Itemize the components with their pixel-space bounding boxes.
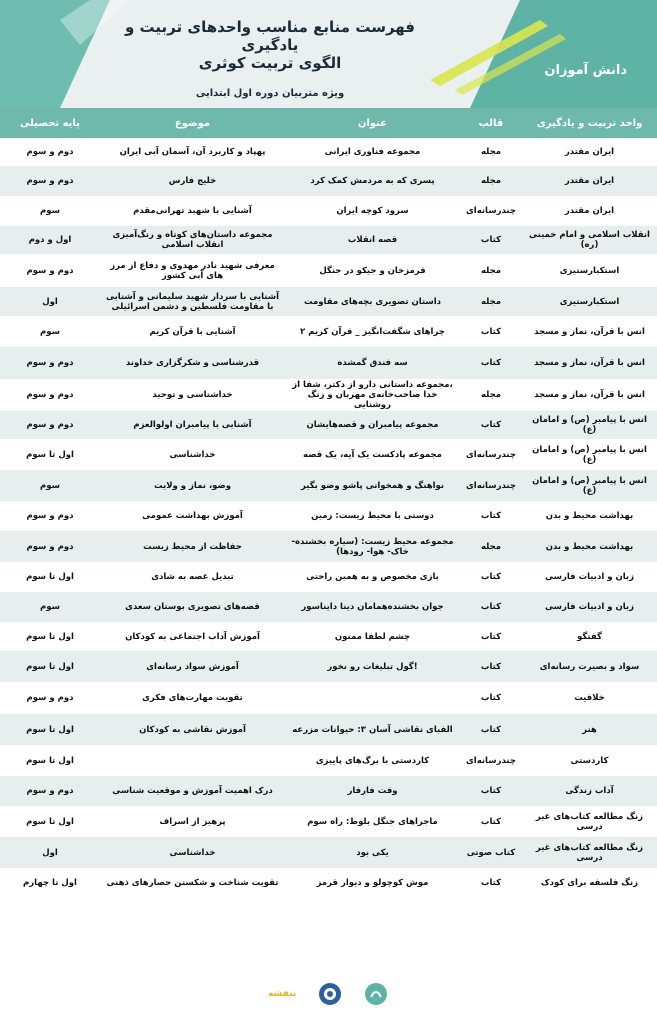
- table-row: [0, 745, 657, 776]
- cell-format: چندرسانه‌ای: [460, 745, 522, 776]
- cell-format: چندرسانه‌ای: [460, 196, 522, 226]
- cell-unit: خلاقیت: [522, 682, 657, 714]
- cell-format: مجله: [460, 138, 522, 166]
- col-header-unit: واحد تربیت و یادگیری: [522, 108, 657, 138]
- table-row: [0, 316, 657, 347]
- cell-format: کتاب: [460, 776, 522, 806]
- cell-topic: خداشناسی و توحید: [100, 379, 285, 411]
- cell-title: مجموعه محیط زیست: (سیاره بخشنده- خاک- هوا- رودها): [285, 531, 460, 562]
- cell-topic: درک اهمیت آموزش و موقعیت شناسی: [100, 776, 285, 806]
- cell-unit: کاردستی: [522, 745, 657, 776]
- cell-format: کتاب: [460, 714, 522, 745]
- cell-format: چندرسانه‌ای: [460, 439, 522, 470]
- cell-unit: گفتگو: [522, 622, 657, 651]
- cell-topic: خداشناسی: [100, 837, 285, 868]
- cell-grade: اول و دوم: [0, 226, 100, 254]
- cell-grade: دوم و سوم: [0, 682, 100, 714]
- cell-topic: آموزش سواد رسانه‌ای: [100, 651, 285, 682]
- cell-unit: ایران مقتدر: [522, 196, 657, 226]
- table-row: [0, 837, 657, 868]
- cell-topic: آشنایی با پیامبران اولوالعزم: [100, 411, 285, 439]
- cell-topic: آموزش نقاشی به کودکان: [100, 714, 285, 745]
- cell-topic: پرهیز از اسراف: [100, 806, 285, 837]
- cell-unit: بهداشت محیط و بدن: [522, 531, 657, 562]
- brand-label: دانش آموزان: [544, 63, 627, 78]
- cell-grade: اول تا سوم: [0, 562, 100, 592]
- cell-topic: وضو، نماز و ولایت: [100, 470, 285, 501]
- cell-unit: استکبارستیزی: [522, 287, 657, 316]
- cell-title: دوستی با محیط زیست: زمین: [285, 501, 460, 531]
- col-header-title: عنوان: [285, 108, 460, 138]
- cell-unit: انقلاب اسلامی و امام خمینی (ره): [522, 226, 657, 254]
- cell-grade: سوم: [0, 196, 100, 226]
- page-title: فهرست منابع مناسب واحدهای تربیت و یادگیری: [124, 18, 416, 54]
- cell-format: کتاب: [460, 868, 522, 897]
- table-row: [0, 411, 657, 439]
- cell-grade: اول تا چهارم: [0, 868, 100, 897]
- cell-unit: زبان و ادبیات فارسی: [522, 562, 657, 592]
- page-footer: [0, 900, 657, 1024]
- table-body: [0, 138, 657, 897]
- cell-format: مجله: [460, 287, 522, 316]
- cell-topic: آشنایی با قرآن کریم: [100, 316, 285, 347]
- cell-format: کتاب: [460, 562, 522, 592]
- table-row: [0, 868, 657, 897]
- cell-unit: ایران مقتدر: [522, 138, 657, 166]
- cell-title: !گول تبلیغات رو نخور: [285, 651, 460, 682]
- table-row: [0, 682, 657, 714]
- cell-format: کتاب: [460, 411, 522, 439]
- table-row: [0, 531, 657, 562]
- cell-format: کتاب: [460, 651, 522, 682]
- cell-topic: مجموعه داستان‌های کوتاه و رنگ‌آمیزی انقلاب اسلامی: [100, 226, 285, 254]
- cell-topic: قصه‌های تصویری بوستان سعدی: [100, 592, 285, 622]
- table-row: [0, 254, 657, 287]
- cell-title: داستان تصویری بچه‌های مقاومت: [285, 287, 460, 316]
- cell-format: مجله: [460, 379, 522, 411]
- table-row: [0, 138, 657, 166]
- cell-unit: انس با قرآن، نماز و مسجد: [522, 379, 657, 411]
- cell-format: مجله: [460, 254, 522, 287]
- cell-title: سرود کوچه ایران: [285, 196, 460, 226]
- table-row: [0, 622, 657, 651]
- cell-topic: خداشناسی: [100, 439, 285, 470]
- cell-topic: قدرشناسی و شکرگزاری خداوند: [100, 347, 285, 379]
- cell-format: کتاب: [460, 501, 522, 531]
- table-row: [0, 287, 657, 316]
- cell-title: بازی مخصوص و به همین راحتی: [285, 562, 460, 592]
- table-row: [0, 714, 657, 745]
- cell-title: ،مجموعه داستانی دارو از دکتر، شفا از خدا صاحب‌خانه‌ی مهربان و زنگ روشنایی: [285, 379, 460, 411]
- cell-unit: انس با قرآن، نماز و مسجد: [522, 347, 657, 379]
- cell-grade: دوم و سوم: [0, 347, 100, 379]
- cell-format: کتاب: [460, 347, 522, 379]
- cell-unit: انس با پیامبر (ص) و امامان (ع): [522, 439, 657, 470]
- cell-topic: [100, 745, 285, 776]
- cell-topic: تقویت مهارت‌های فکری: [100, 682, 285, 714]
- cell-unit: سواد و بصیرت رسانه‌ای: [522, 651, 657, 682]
- resources-table: [0, 108, 657, 897]
- cell-topic: معرفی شهید نادر مهدوی و دفاع از مرز های آبی کشور: [100, 254, 285, 287]
- cell-title: وقت فارفار: [285, 776, 460, 806]
- table-row: [0, 501, 657, 531]
- col-header-grade: پایه تحصیلی: [0, 108, 100, 138]
- cell-grade: سوم: [0, 316, 100, 347]
- cell-grade: دوم و سوم: [0, 138, 100, 166]
- cell-title: مجموعه فناوری ایرانی: [285, 138, 460, 166]
- cell-unit: انس با پیامبر (ص) و امامان (ع): [522, 470, 657, 501]
- cell-topic: پهپاد و کاربرد آن، آسمان آبی ایران: [100, 138, 285, 166]
- cell-grade: اول: [0, 287, 100, 316]
- organization-emblem-icon: [318, 982, 342, 1006]
- cell-grade: دوم و سوم: [0, 379, 100, 411]
- cell-topic: تبدیل غصه به شادی: [100, 562, 285, 592]
- table-row: [0, 562, 657, 592]
- cell-unit: استکبارستیزی: [522, 254, 657, 287]
- table-header-row: [0, 108, 657, 138]
- cell-title: چشم لطفا ممنون: [285, 622, 460, 651]
- table-row: [0, 776, 657, 806]
- table-row: [0, 347, 657, 379]
- col-header-format: قالب: [460, 108, 522, 138]
- cell-topic: آشنایی با شهید تهرانی‌مقدم: [100, 196, 285, 226]
- cell-format: چندرسانه‌ای: [460, 470, 522, 501]
- footer-logos: [268, 976, 388, 1012]
- logo-left: بنفشه: [268, 989, 297, 999]
- cell-topic: حفاظت از محیط زیست: [100, 531, 285, 562]
- col-header-topic: موضوع: [100, 108, 285, 138]
- title-block: [110, 18, 430, 99]
- cell-format: کتاب: [460, 316, 522, 347]
- cell-grade: سوم: [0, 592, 100, 622]
- table-row: [0, 592, 657, 622]
- cell-grade: دوم و سوم: [0, 254, 100, 287]
- table-row: [0, 651, 657, 682]
- cell-grade: دوم و سوم: [0, 166, 100, 196]
- cell-unit: زنگ مطالعه کتاب‌های غیر درسی: [522, 837, 657, 868]
- cell-grade: اول تا سوم: [0, 806, 100, 837]
- table-row: [0, 470, 657, 501]
- cell-grade: سوم: [0, 470, 100, 501]
- cell-grade: دوم و سوم: [0, 531, 100, 562]
- page-header: [0, 0, 657, 108]
- cell-title: قصه انقلاب: [285, 226, 460, 254]
- cell-unit: زبان و ادبیات فارسی: [522, 592, 657, 622]
- cell-title: [285, 682, 460, 714]
- page-subtitle: ویژه متربیان دوره اول ابتدایی: [195, 88, 345, 99]
- cell-grade: دوم و سوم: [0, 501, 100, 531]
- table-row: [0, 806, 657, 837]
- cell-title: موش کوچولو و دیوار قرمز: [285, 868, 460, 897]
- table-row: [0, 196, 657, 226]
- cell-format: کتاب صوتی: [460, 837, 522, 868]
- cell-title: جوان بخشنده‌همامان دینا داینا‌سور: [285, 592, 460, 622]
- cell-title: یکی بود: [285, 837, 460, 868]
- cell-topic: تقویت شناخت و شکستن حصارهای ذهنی: [100, 868, 285, 897]
- cell-topic: خلیج فارس: [100, 166, 285, 196]
- cell-topic: آموزش بهداشت عمومی: [100, 501, 285, 531]
- cell-title: چراهای شگفت‌انگیز _ قرآن کریم ۲: [285, 316, 460, 347]
- cell-topic: آموزش آداب اجتماعی به کودکان: [100, 622, 285, 651]
- cell-unit: زنگ فلسفه برای کودک: [522, 868, 657, 897]
- cell-format: کتاب: [460, 806, 522, 837]
- table-row: [0, 226, 657, 254]
- page-title-line2: الگوی تربیت کوثری: [198, 54, 342, 72]
- cell-unit: آداب زندگی: [522, 776, 657, 806]
- cell-topic: آشنایی با سردار شهید سلیمانی و آشنایی با مقاومت فلسطین و دشمن اسرائیلی: [100, 287, 285, 316]
- cell-title: نواهنگ و همخوانی پاشو وضو بگیر: [285, 470, 460, 501]
- cell-unit: انس با قرآن، نماز و مسجد: [522, 316, 657, 347]
- cell-unit: بهداشت محیط و بدن: [522, 501, 657, 531]
- cell-format: کتاب: [460, 592, 522, 622]
- cell-grade: دوم و سوم: [0, 776, 100, 806]
- table-row: [0, 439, 657, 470]
- cell-title: مجموعه پیامبران و قصه‌هایشان: [285, 411, 460, 439]
- cell-format: کتاب: [460, 682, 522, 714]
- cell-grade: دوم و سوم: [0, 411, 100, 439]
- cell-title: سه فندق گمشده: [285, 347, 460, 379]
- cell-grade: اول تا سوم: [0, 745, 100, 776]
- cell-grade: اول تا سوم: [0, 714, 100, 745]
- kowsar-logo-icon: [364, 982, 388, 1006]
- table-row: [0, 379, 657, 411]
- cell-grade: اول تا سوم: [0, 622, 100, 651]
- cell-title: کاردستی با برگ‌های پاییزی: [285, 745, 460, 776]
- cell-format: کتاب: [460, 226, 522, 254]
- cell-title: پسری که به مردمش کمک کرد: [285, 166, 460, 196]
- cell-grade: اول تا سوم: [0, 439, 100, 470]
- cell-format: مجله: [460, 531, 522, 562]
- cell-grade: اول تا سوم: [0, 651, 100, 682]
- cell-format: کتاب: [460, 622, 522, 651]
- table-row: [0, 166, 657, 196]
- cell-unit: هنر: [522, 714, 657, 745]
- cell-unit: ایران مقتدر: [522, 166, 657, 196]
- cell-grade: اول: [0, 837, 100, 868]
- cell-format: مجله: [460, 166, 522, 196]
- cell-title: مجموعه پادکست یک آیه، یک قصه: [285, 439, 460, 470]
- cell-title: الفبای نقاشی آسان ۳: حیوانات مزرعه: [285, 714, 460, 745]
- cell-unit: زنگ مطالعه کتاب‌های غیر درسی: [522, 806, 657, 837]
- cell-title: ماجراهای جنگل بلوط: راه سوم: [285, 806, 460, 837]
- cell-unit: انس با پیامبر (ص) و امامان (ع): [522, 411, 657, 439]
- cell-title: قرمزخان و جیکو در جنگل: [285, 254, 460, 287]
